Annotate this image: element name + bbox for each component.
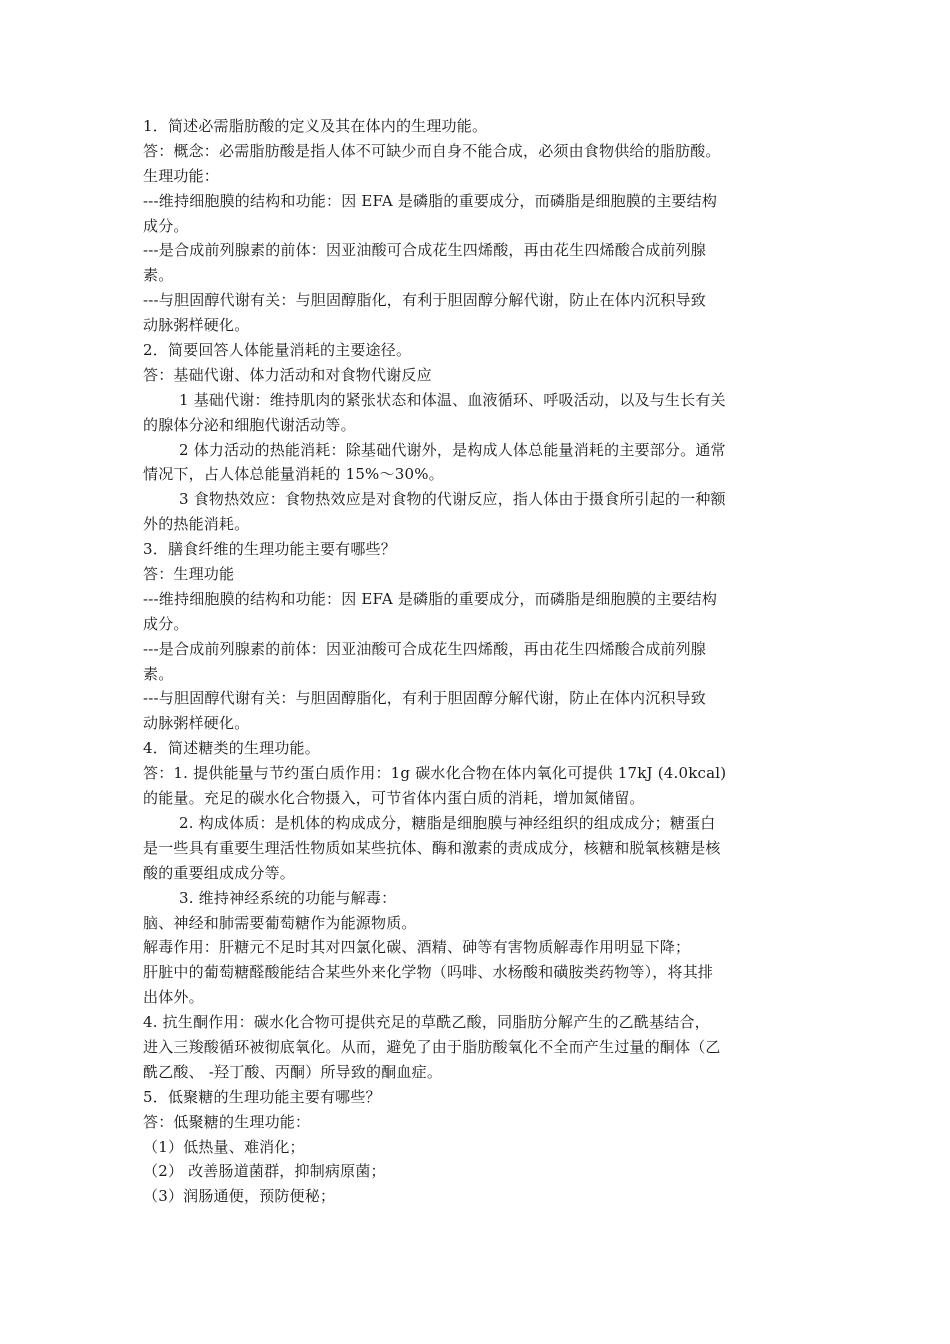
text-line: ---维持细胞膜的结构和功能：因 EFA 是磷脂的重要成分，而磷脂是细胞膜的主要结构 [143,589,718,608]
text-line: 动脉粥样硬化。 [143,316,250,335]
text-line: 3．膳食纤维的生理功能主要有哪些？ [143,540,396,559]
text-line: 生理功能： [143,166,220,185]
text-line: 情况下，占人体总能量消耗的 15%～30%。 [143,465,444,484]
text-line: 答：概念：必需脂肪酸是指人体不可缺少而自身不能合成，必须由食物供给的脂肪酸。 [143,141,721,160]
text-line: ---是合成前列腺素的前体：因亚油酸可合成花生四烯酸，再由花生四烯酸合成前列腺 [143,241,707,260]
text-line: 脑、神经和肺需要葡萄糖作为能源物质。 [143,913,417,932]
text-line: 外的热能消耗。 [143,515,250,534]
text-line: 解毒作用：肝糖元不足时其对四氯化碳、酒精、砷等有害物质解毒作用明显下降； [143,938,691,957]
text-line: 的能量。充足的碳水化合物摄入，可节省体内蛋白质的消耗，增加氮储留。 [143,789,645,808]
text-line: 4．简述糖类的生理功能。 [143,739,320,758]
document-body [143,114,811,1209]
text-line: 出体外。 [143,988,204,1007]
text-line: 成分。 [143,614,189,633]
text-line: ---与胆固醇代谢有关：与胆固醇脂化，有利于胆固醇分解代谢，防止在体内沉积导致 [143,291,707,310]
text-line: 素。 [143,664,174,683]
text-line: （2） 改善肠道菌群，抑制病原菌； [143,1162,386,1181]
text-line: 酰乙酸、 -羟丁酸、丙酮）所导致的酮血症。 [143,1062,443,1081]
text-line: 答：低聚糖的生理功能： [143,1112,311,1131]
text-line: 5．低聚糖的生理功能主要有哪些？ [143,1087,381,1106]
text-line: （1）低热量、难消化； [143,1137,305,1156]
text-line: 肝脏中的葡萄糖醛酸能结合某些外来化学物（吗啡、水杨酸和磺胺类药物等），将其排 [143,963,714,982]
text-line: ---是合成前列腺素的前体：因亚油酸可合成花生四烯酸，再由花生四烯酸合成前列腺 [143,639,707,658]
text-line: 素。 [143,266,174,285]
text-line: 2. 构成体质：是机体的构成成分，糖脂是细胞膜与神经组织的组成成分；糖蛋白 [179,813,716,832]
text-line: 的腺体分泌和细胞代谢活动等。 [143,415,356,434]
text-line: 1 基础代谢：维持肌肉的紧张状态和体温、血液循环、呼吸活动，以及与生长有关 [179,390,726,409]
text-line: 进入三羧酸循环被彻底氧化。从而，避免了由于脂肪酸氧化不全而产生过量的酮体（乙 [143,1037,721,1056]
text-line: ---与胆固醇代谢有关：与胆固醇脂化，有利于胆固醇分解代谢，防止在体内沉积导致 [143,689,707,708]
text-line: 答：1. 提供能量与节约蛋白质作用：1g 碳水化合物在体内氧化可提供 17kJ (4.0kcal) [143,764,727,783]
text-line: ---维持细胞膜的结构和功能：因 EFA 是磷脂的重要成分，而磷脂是细胞膜的主要结构 [143,191,718,210]
text-line: （3）润肠通便，预防便秘； [143,1187,336,1206]
text-line: 1．简述必需脂肪酸的定义及其在体内的生理功能。 [143,117,488,135]
text-line: 酸的重要组成成分等。 [143,863,296,882]
text-line: 动脉粥样硬化。 [143,714,250,733]
text-line: 3 食物热效应：食物热效应是对食物的代谢反应，指人体由于摄食所引起的一种额 [179,490,726,509]
text-line: 成分。 [143,216,189,235]
text-line: 4. 抗生酮作用：碳水化合物可提供充足的草酰乙酸，同脂肪分解产生的乙酰基结合， [143,1013,710,1032]
text-line: 答：生理功能 [143,565,235,584]
text-line: 2．简要回答人体能量消耗的主要途径。 [143,341,412,360]
text-line: 答：基础代谢、体力活动和对食物代谢反应 [143,365,432,384]
text-line: 2 体力活动的热能消耗：除基础代谢外，是构成人体总能量消耗的主要部分。通常 [179,440,726,459]
text-line: 3. 维持神经系统的功能与解毒： [179,888,397,907]
text-line: 是一些具有重要生理活性物质如某些抗体、酶和激素的责成成分，核糖和脱氧核糖是核 [143,838,721,857]
